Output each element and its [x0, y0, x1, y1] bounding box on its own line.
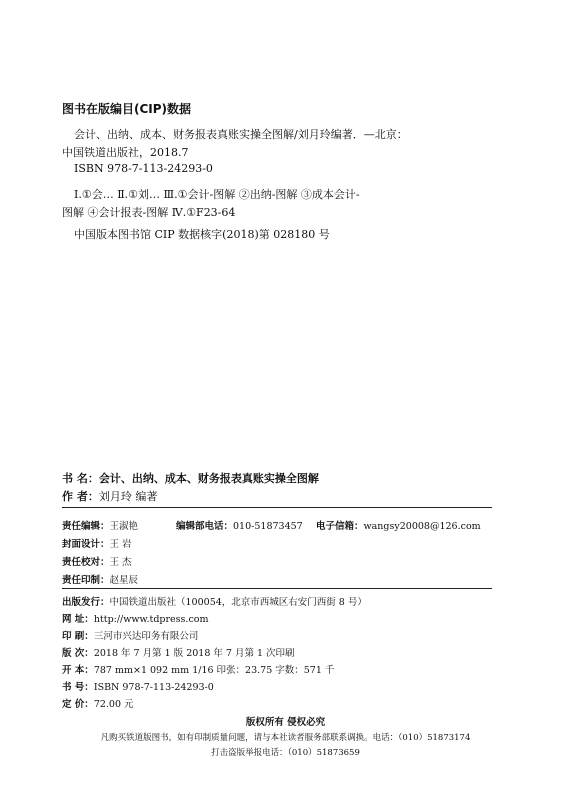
printer-row — [62, 628, 198, 642]
proofreader: 王 杰 — [109, 557, 132, 568]
publication-label: 版 次： — [62, 648, 94, 659]
print-supervisor-row — [62, 572, 138, 586]
book-author: 刘月玲 编著 — [98, 490, 158, 503]
publication-value: 787 mm×1 092 mm 1/16 印张：23.75 字数：571 千 — [93, 665, 335, 676]
publisher-row — [62, 594, 367, 608]
book-author-row — [62, 488, 157, 504]
publication-value: 中国铁道出版社（100054，北京市西城区右安门西街 8 号） — [109, 597, 367, 608]
editorial-phone-row — [176, 518, 303, 532]
cover-design-label: 封面设计： — [62, 539, 110, 550]
book-title-row — [62, 470, 319, 486]
book-title-label: 书 名： — [62, 472, 99, 485]
email-address: wangsy20008@126.com — [363, 521, 481, 532]
email-label: 电子信箱： — [316, 521, 364, 532]
cip-publisher-line: 中国铁道出版社，2018.7 — [62, 146, 189, 159]
proofreader-label: 责任校对： — [62, 557, 110, 568]
cip-classification-line-cont: 图解 ④会计报表-图解 Ⅳ.①F23-64 — [62, 206, 236, 219]
publication-label: 网 址： — [62, 614, 94, 625]
divider-bottom — [62, 588, 492, 589]
book-title: 会计、出纳、成本、财务报表真账实操全图解 — [98, 472, 319, 485]
cover-designer: 王 岩 — [109, 539, 132, 550]
editorial-phone-label: 编辑部电话： — [176, 521, 234, 532]
publication-value: http://www.tdpress.com — [93, 614, 209, 625]
publication-label: 定 价： — [62, 699, 94, 710]
website-row — [62, 611, 209, 625]
cip-bibliographic-line: 会计、出纳、成本、财务报表真账实操全图解/刘月玲编著．—北京： — [74, 128, 408, 141]
editor-label: 责任编辑： — [62, 521, 110, 532]
anti-piracy-hotline: 打击盗版举报电话：（010）51873659 — [211, 748, 360, 758]
publication-value: ISBN 978-7-113-24293-0 — [93, 682, 214, 693]
cip-heading: 图书在版编目(CIP)数据 — [62, 102, 192, 116]
divider-top — [62, 507, 492, 508]
publication-value: 72.00 元 — [93, 699, 134, 710]
cover-design-row — [62, 536, 132, 550]
book-author-label: 作 者： — [62, 490, 99, 503]
cip-classification-line: Ⅰ.①会… Ⅱ.①刘… Ⅲ.①会计-图解 ②出纳-图解 ③成本会计- — [74, 188, 360, 201]
publication-value: 2018 年 7 月第 1 版 2018 年 7 月第 1 次印刷 — [93, 648, 295, 659]
copyright-notice: 版权所有 侵权必究 — [245, 717, 326, 728]
print-supervisor: 赵星辰 — [109, 575, 139, 586]
print-supervisor-label: 责任印制： — [62, 575, 110, 586]
format-row — [62, 662, 334, 676]
publication-label: 出版发行： — [62, 597, 110, 608]
cip-data-number: 中国版本图书馆 CIP 数据核字(2018)第 028180 号 — [74, 228, 330, 241]
cip-isbn-line: ISBN 978-7-113-24293-0 — [74, 162, 213, 175]
email-row — [316, 518, 481, 532]
publication-label: 印 刷： — [62, 631, 94, 642]
editorial-phone: 010-51873457 — [233, 521, 303, 532]
isbn-row — [62, 679, 214, 693]
publication-label: 开 本： — [62, 665, 94, 676]
edition-row — [62, 645, 295, 659]
price-row — [62, 696, 134, 710]
quality-notice: 凡购买铁道版图书，如有印制质量问题，请与本社读者服务部联系调换。电话：（010）51873174 — [100, 733, 471, 743]
publication-value: 三河市兴达印务有限公司 — [93, 631, 199, 642]
editor-name: 王淑艳 — [109, 521, 139, 532]
proofreader-row — [62, 554, 132, 568]
publication-label: 书 号： — [62, 682, 94, 693]
editor-row — [62, 518, 138, 532]
